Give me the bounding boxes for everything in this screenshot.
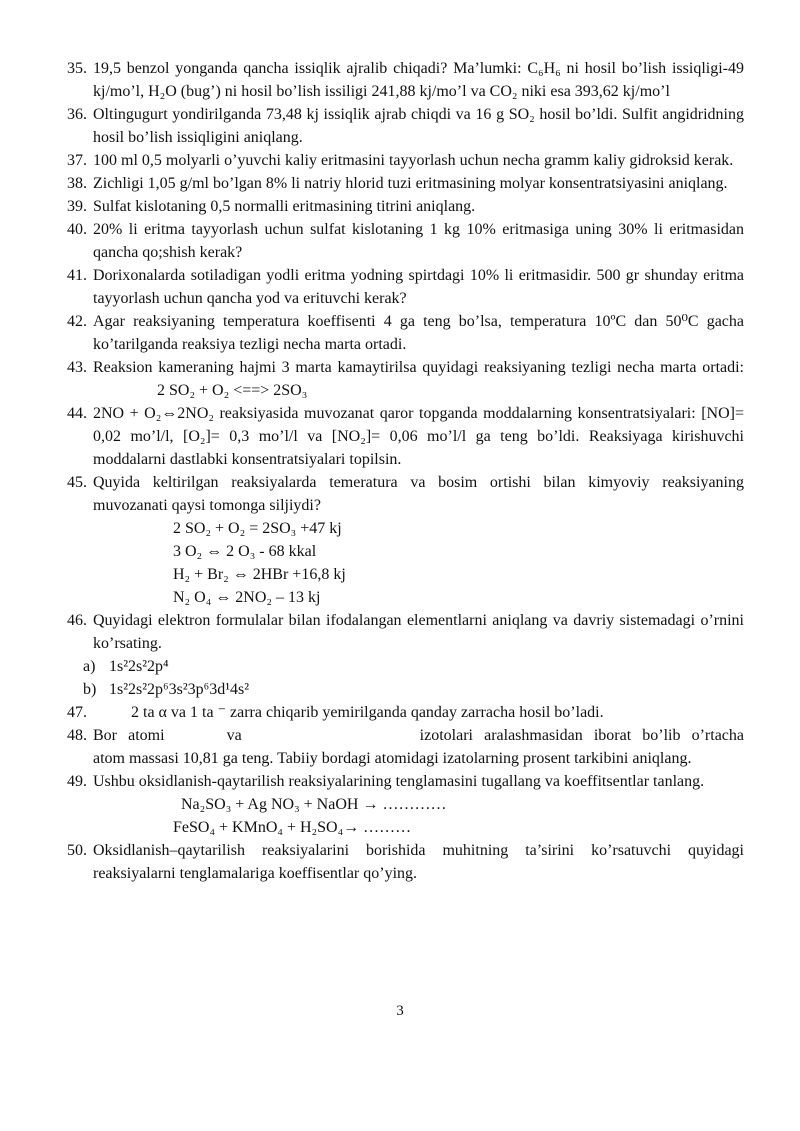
question-text: Sulfat kislotaning 0,5 normalli eritmasining titrini aniqlang.: [93, 198, 476, 215]
question-46: [67, 609, 744, 655]
electron-formula-b: [67, 678, 744, 701]
option-label: b): [83, 681, 97, 698]
question-prompt: Reaksion kameraning hajmi 3 marta kamaytirilsa quyidagi reaksiyaning tezligi necha marta ortadi:: [93, 359, 744, 376]
question-text: Ushbu oksidlanish-qaytarilish reaksiyalarining tenglamasini tugallang va koeffitsentlar tanlang.: [93, 773, 705, 790]
question-49: [67, 770, 744, 793]
reaction-equation: 3 O₂ ⇔ 2 O₃ - 68 kkal: [173, 543, 317, 560]
question-number: 42.: [67, 313, 87, 330]
reaction-equation: H₂ + Br₂ ⇔ 2HBr +16,8 kj: [173, 566, 346, 583]
question-50: [67, 839, 744, 885]
question-text: 19,5 benzol yonganda qancha issiqlik ajralib chiqadi? Ma’lumki: C₆H₆ ni hosil bo’lish issiqligi-49 kj/mo’l, H₂O (bug’) ni hosil bo’lish issiligi 241,88 kj/mo’l va CO₂ niki esa 393,62 kj/mo’l: [93, 60, 744, 100]
question-text: Quyidagi elektron formulalar bilan ifodalangan elementlarni aniqlang va davriy sistemadagi o’rnini ko’rsating.: [93, 612, 744, 652]
question-38: [67, 172, 744, 195]
question-text-part: izotolari aralashmasidan iborat bo’lib o’rtacha atom massasi 10,81 ga teng. Tabiiy bordagi atomidagi izatolarning prosent tarkibini aniqlang.: [93, 727, 745, 767]
question-40: [67, 218, 744, 264]
question-number: 49.: [67, 773, 87, 790]
question-number: 41.: [67, 267, 87, 284]
question-39: [67, 195, 744, 218]
question-42: [67, 310, 744, 356]
reaction-equation: 2 SO₂ + O₂ <==> 2SO₃: [157, 382, 308, 399]
question-text: Oltingugurt yondirilganda 73,48 kj issiqlik ajrab chiqdi va 16 g SO₂ hosil bo’ldi. Sulfit angidridning hosil bo’lish issiqligini aniqlang.: [93, 106, 744, 146]
option-label: a): [83, 658, 96, 675]
page-number: 3: [396, 1003, 404, 1019]
question-45: [67, 471, 744, 517]
question-text: Agar reaksiyaning temperatura koeffisenti 4 ga teng bo’lsa, temperatura 10ºC dan 50⁰C gacha ko’tarilganda reaksiya tezligi necha marta ortadi.: [93, 313, 744, 353]
question-text: 20% li eritma tayyorlash uchun sulfat kislotaning 1 kg 10% eritmasiga uning 30% li eritmasidan qancha qo;shish kerak?: [93, 221, 744, 261]
question-text: Oksidlanish–qaytarilish reaksiyalarini borishida muhitning ta’sirini ko’rsatuvchi quyidagi reaksiyalarni tenglamalariga koeffisentlar qo’ying.: [93, 842, 744, 882]
question-number: 45.: [67, 474, 87, 491]
question-text: 100 ml 0,5 molyarli o’yuvchi kaliy eritmasini tayyorlash uchun necha gramm kaliy gidroksid kerak.: [93, 152, 734, 169]
question-48: [67, 724, 744, 770]
question-text-part: Bor atomi: [93, 727, 165, 744]
question-44: [67, 402, 744, 471]
question-number: 43.: [67, 359, 87, 376]
question-text-part: va: [226, 727, 242, 744]
reaction-equation: FeSO₄ + KMnO₄ + H₂SO₄→ ………: [173, 819, 412, 836]
question-47: [67, 701, 744, 724]
question-35: [67, 57, 744, 103]
electron-formula: 1s²2s²2p⁴: [109, 658, 169, 675]
question-text: Zichligi 1,05 g/ml bo’lgan 8% li natriy hlorid tuzi eritmasining molyar konsentratsiyasini aniqlang.: [93, 175, 728, 192]
question-text: [93, 724, 744, 770]
question-number: 47.: [67, 704, 87, 721]
question-text: [93, 356, 744, 402]
question-text: 2NO + O₂⇔2NO₂ reaksiyasida muvozanat qaror topganda moddalarning konsentratsiyalari: [NO]= 0,02 mo’l/l, [O₂]= 0,3 mo’l/l va [NO₂]= 0,06 mo’l/l ga teng bo’ldi. Reaksiyaga kirishuvchi moddalarni dastlabki konsentratsiyalari topilsin.: [93, 405, 744, 468]
question-number: 46.: [67, 612, 87, 629]
reaction-equation: 2 SO₂ + O₂ = 2SO₃ +47 kj: [173, 520, 342, 537]
question-41: [67, 264, 744, 310]
question-number: 40.: [67, 221, 87, 238]
question-36: [67, 103, 744, 149]
question-list: [67, 57, 744, 885]
question-text: Dorixonalarda sotiladigan yodli eritma yodning spirtdagi 10% li eritmasidir. 500 gr shunday eritma tayyorlash uchun qancha yod va erituvchi kerak?: [93, 267, 744, 307]
question-number: 39.: [67, 198, 87, 215]
reaction-equation: Na₂SO₃ + Ag NO₃ + NaOH → …………: [181, 796, 447, 813]
question-number: 48.: [67, 727, 87, 744]
question-number: 36.: [67, 106, 87, 123]
question-43: [67, 356, 744, 402]
electron-formula-a: [67, 655, 744, 678]
question-number: 50.: [67, 842, 87, 859]
question-text: 2 ta α va 1 ta ⁻ zarra chiqarib yemirilganda qanday zarracha hosil bo’ladi.: [131, 704, 604, 721]
question-number: 35.: [67, 60, 87, 77]
question-number: 44.: [67, 405, 87, 422]
question-text: Quyida keltirilgan reaksiyalarda temeratura va bosim ortishi bilan kimyoviy reaksiyaning muvozanati qaysi tomonga siljiydi?: [93, 474, 744, 514]
electron-formula: 1s²2s²2p⁶3s²3p⁶3d¹4s²: [109, 681, 250, 698]
question-number: 37.: [67, 152, 87, 169]
question-number: 38.: [67, 175, 87, 192]
question-37: [67, 149, 744, 172]
reaction-equation: N₂ O₄ ⇔ 2NO₂ – 13 kj: [173, 589, 321, 606]
